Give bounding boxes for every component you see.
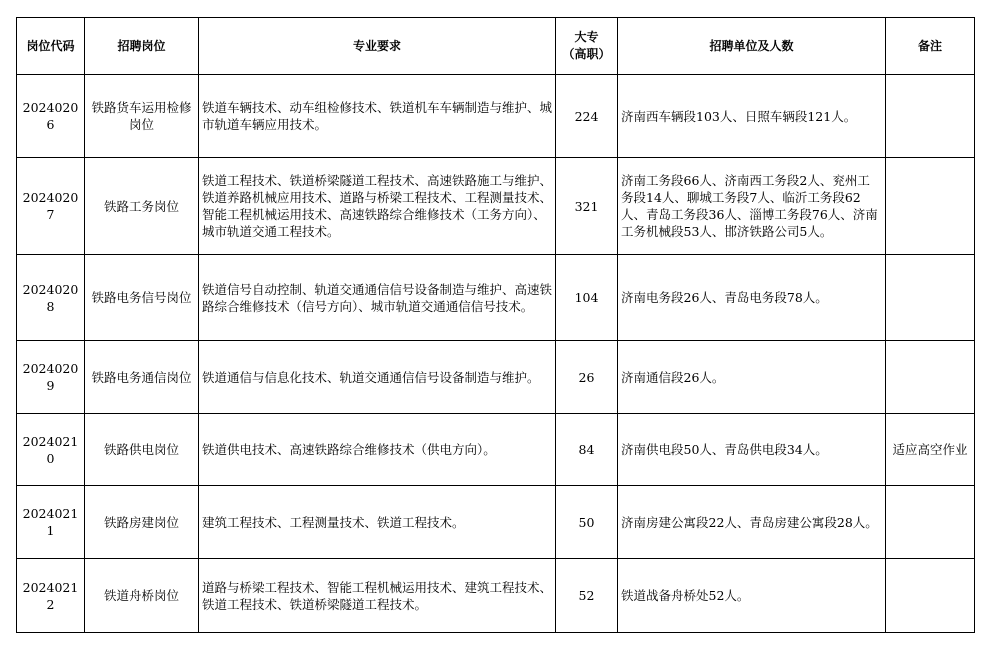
cell-major: 建筑工程技术、工程测量技术、铁道工程技术。 — [199, 486, 556, 559]
table-row — [17, 414, 975, 486]
cell-post: 铁路工务岗位 — [85, 158, 199, 255]
cell-units: 铁道战备舟桥处52人。 — [618, 559, 886, 633]
cell-count: 26 — [556, 341, 618, 414]
header-row — [17, 18, 975, 75]
header-count-line1: 大专 — [574, 30, 599, 44]
cell-major: 铁道供电技术、高速铁路综合维修技术（供电方向）。 — [199, 414, 556, 486]
header-post: 招聘岗位 — [85, 18, 199, 75]
cell-post: 铁道舟桥岗位 — [85, 559, 199, 633]
cell-note — [886, 486, 975, 559]
header-code: 岗位代码 — [17, 18, 85, 75]
cell-count: 224 — [556, 75, 618, 158]
cell-code: 20240209 — [17, 341, 85, 414]
header-count-line2: （高职） — [562, 47, 611, 61]
recruitment-table — [16, 17, 975, 633]
cell-code: 20240211 — [17, 486, 85, 559]
cell-note — [886, 255, 975, 341]
cell-note — [886, 341, 975, 414]
header-units: 招聘单位及人数 — [618, 18, 886, 75]
cell-post: 铁路供电岗位 — [85, 414, 199, 486]
cell-units: 济南供电段50人、青岛供电段34人。 — [618, 414, 886, 486]
table-row — [17, 158, 975, 255]
table-row — [17, 341, 975, 414]
cell-major: 铁道信号自动控制、轨道交通通信信号设备制造与维护、高速铁路综合维修技术（信号方向）、城市轨道交通通信信号技术。 — [199, 255, 556, 341]
cell-code: 20240212 — [17, 559, 85, 633]
cell-major: 铁道车辆技术、动车组检修技术、铁道机车车辆制造与维护、城市轨道车辆应用技术。 — [199, 75, 556, 158]
cell-major: 铁道通信与信息化技术、轨道交通通信信号设备制造与维护。 — [199, 341, 556, 414]
table-row — [17, 75, 975, 158]
cell-units: 济南电务段26人、青岛电务段78人。 — [618, 255, 886, 341]
cell-note — [886, 559, 975, 633]
cell-units: 济南房建公寓段22人、青岛房建公寓段28人。 — [618, 486, 886, 559]
table-row — [17, 559, 975, 633]
cell-code: 20240208 — [17, 255, 85, 341]
cell-units: 济南通信段26人。 — [618, 341, 886, 414]
cell-count: 52 — [556, 559, 618, 633]
header-major: 专业要求 — [199, 18, 556, 75]
cell-post: 铁路电务信号岗位 — [85, 255, 199, 341]
header-count — [556, 18, 618, 75]
cell-major: 铁道工程技术、铁道桥梁隧道工程技术、高速铁路施工与维护、铁道养路机械应用技术、道路与桥梁工程技术、工程测量技术、智能工程机械运用技术、高速铁路综合维修技术（工务方向）、城市轨道交通工程技术。 — [199, 158, 556, 255]
table-row — [17, 255, 975, 341]
cell-post: 铁路电务通信岗位 — [85, 341, 199, 414]
cell-post: 铁路货车运用检修岗位 — [85, 75, 199, 158]
cell-note — [886, 75, 975, 158]
cell-note: 适应高空作业 — [886, 414, 975, 486]
cell-post: 铁路房建岗位 — [85, 486, 199, 559]
cell-code: 20240206 — [17, 75, 85, 158]
cell-code: 20240207 — [17, 158, 85, 255]
header-note: 备注 — [886, 18, 975, 75]
cell-code: 20240210 — [17, 414, 85, 486]
cell-units: 济南西车辆段103人、日照车辆段121人。 — [618, 75, 886, 158]
cell-count: 104 — [556, 255, 618, 341]
cell-count: 84 — [556, 414, 618, 486]
cell-units: 济南工务段66人、济南西工务段2人、兖州工务段14人、聊城工务段7人、临沂工务段62人、青岛工务段36人、淄博工务段76人、济南工务机械段53人、邯济铁路公司5人。 — [618, 158, 886, 255]
cell-count: 321 — [556, 158, 618, 255]
cell-count: 50 — [556, 486, 618, 559]
cell-note — [886, 158, 975, 255]
cell-major: 道路与桥梁工程技术、智能工程机械运用技术、建筑工程技术、铁道工程技术、铁道桥梁隧道工程技术。 — [199, 559, 556, 633]
table-row — [17, 486, 975, 559]
